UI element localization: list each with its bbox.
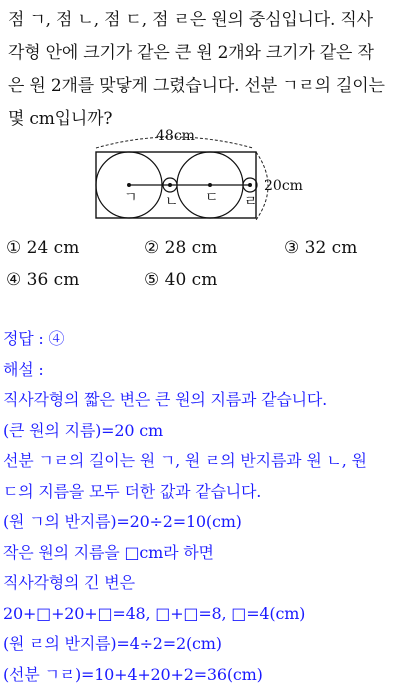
center-dot-a	[127, 183, 131, 187]
geometry-figure	[88, 128, 318, 220]
question-line: 은 원 2개를 맞닿게 그렸습니다. 선분 ㄱㄹ의 길이는	[8, 70, 394, 103]
question-line: 각형 안에 크기가 같은 큰 원 2개와 크기가 같은 작	[8, 37, 394, 70]
solution-line: 20+□+20+□=48, □+□=8, □=4(cm)	[3, 599, 397, 630]
question-text	[8, 4, 394, 136]
choice-5[interactable]: ⑤ 40 cm	[144, 264, 217, 296]
solution-line: (원 ㄹ의 반지름)=4÷2=2(cm)	[3, 629, 397, 660]
center-dot-b	[168, 183, 172, 187]
choice-2[interactable]: ② 28 cm	[144, 232, 217, 264]
solution-line: (큰 원의 지름)=20 cm	[3, 416, 397, 447]
answer-line: 정답 : ④	[3, 324, 397, 355]
choice-4[interactable]: ④ 36 cm	[6, 264, 79, 296]
solution-line: 작은 원의 지름을 □cm라 하면	[3, 538, 397, 569]
question-line: 몇 cm입니까?	[8, 103, 394, 136]
solution-line: 선분 ㄱㄹ의 길이는 원 ㄱ, 원 ㄹ의 반지름과 원 ㄴ, 원	[3, 446, 397, 477]
height-label: 20cm	[264, 178, 303, 194]
solution-line: 직사각형의 긴 변은	[3, 568, 397, 599]
solution-line: ㄷ의 지름을 모두 더한 값과 같습니다.	[3, 477, 397, 508]
solution-line: (원 ㄱ의 반지름)=20÷2=10(cm)	[3, 507, 397, 538]
explanation-heading: 해설 :	[3, 355, 397, 386]
width-label: 48cm	[156, 128, 195, 144]
choice-3[interactable]: ③ 32 cm	[284, 232, 357, 264]
point-label-a: ㄱ	[124, 190, 138, 206]
question-line: 점 ㄱ, 점 ㄴ, 점 ㄷ, 점 ㄹ은 원의 중심입니다. 직사	[8, 4, 394, 37]
point-label-b: ㄴ	[165, 194, 179, 210]
choice-1[interactable]: ① 24 cm	[6, 232, 79, 264]
figure-drawing	[88, 128, 318, 220]
center-dot-d	[248, 183, 252, 187]
solution-line: (선분 ㄱㄹ)=10+4+20+2=36(cm)	[3, 660, 397, 690]
point-label-d: ㄹ	[244, 194, 258, 210]
point-label-c: ㄷ	[205, 190, 219, 206]
center-dot-c	[208, 183, 212, 187]
solution-line: 직사각형의 짧은 변은 큰 원의 지름과 같습니다.	[3, 385, 397, 416]
solution-text	[3, 324, 397, 690]
